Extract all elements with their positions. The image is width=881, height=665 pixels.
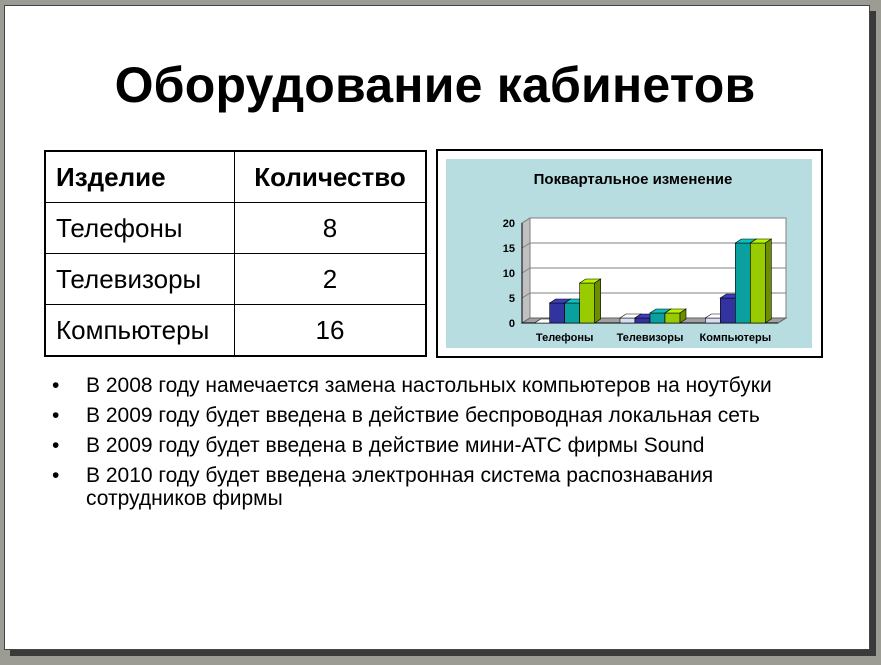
x-category-label: Телефоны (535, 332, 594, 344)
bar (635, 318, 650, 323)
bar (650, 313, 665, 323)
bar (550, 303, 565, 323)
list-item (52, 434, 832, 457)
cell-quantity: 2 (235, 254, 427, 305)
y-tick-label: 10 (502, 268, 515, 280)
list-item (52, 374, 832, 397)
cell-quantity: 16 (235, 305, 427, 357)
bullet-list (52, 374, 832, 517)
bullet-marker: • (52, 374, 60, 397)
header-quantity: Количество (235, 151, 427, 203)
list-item (52, 404, 832, 427)
bar (750, 243, 765, 323)
bar (565, 303, 580, 323)
header-item: Изделие (45, 151, 235, 203)
bar-side (765, 239, 771, 323)
bullet-text: В 2008 году намечается замена настольных компьютеров на ноутбуки (86, 374, 772, 397)
bar (665, 313, 680, 323)
y-tick-label: 0 (508, 318, 515, 330)
cell-item: Телевизоры (45, 254, 235, 305)
bullet-text: В 2009 году будет введена в действие мини-АТС фирмы Sound (86, 434, 705, 457)
bar (580, 283, 595, 323)
bullet-marker: • (52, 434, 60, 457)
bar (735, 243, 750, 323)
bar-side (595, 279, 601, 323)
y-tick-label: 5 (508, 293, 515, 305)
table-row (45, 305, 426, 357)
bar (620, 318, 635, 323)
y-tick-label: 20 (502, 218, 515, 230)
chart-title: Поквартальное изменение (533, 171, 733, 188)
cell-item: Компьютеры (45, 305, 235, 357)
table-row (45, 254, 426, 305)
bar (705, 318, 720, 323)
bar-chart (438, 151, 821, 356)
bar (720, 298, 735, 323)
bullet-marker: • (52, 404, 60, 427)
slide-title: Оборудование кабинетов (114, 57, 756, 113)
y-tick-label: 15 (502, 243, 515, 255)
list-item (52, 464, 832, 510)
bullet-text: В 2010 году будет введена электронная система распознавания сотрудников фирмы (86, 464, 714, 510)
bullet-text: В 2009 году будет введена в действие беспроводная локальная сеть (86, 404, 760, 427)
chart-frame (436, 149, 823, 358)
equipment-table (44, 150, 427, 357)
table-header-row (45, 151, 426, 203)
x-category-label: Телевизоры (616, 332, 684, 344)
cell-quantity: 8 (235, 203, 427, 254)
bullet-marker: • (52, 464, 60, 487)
cell-item: Телефоны (45, 203, 235, 254)
x-category-label: Компьютеры (699, 332, 772, 344)
table-row (45, 203, 426, 254)
